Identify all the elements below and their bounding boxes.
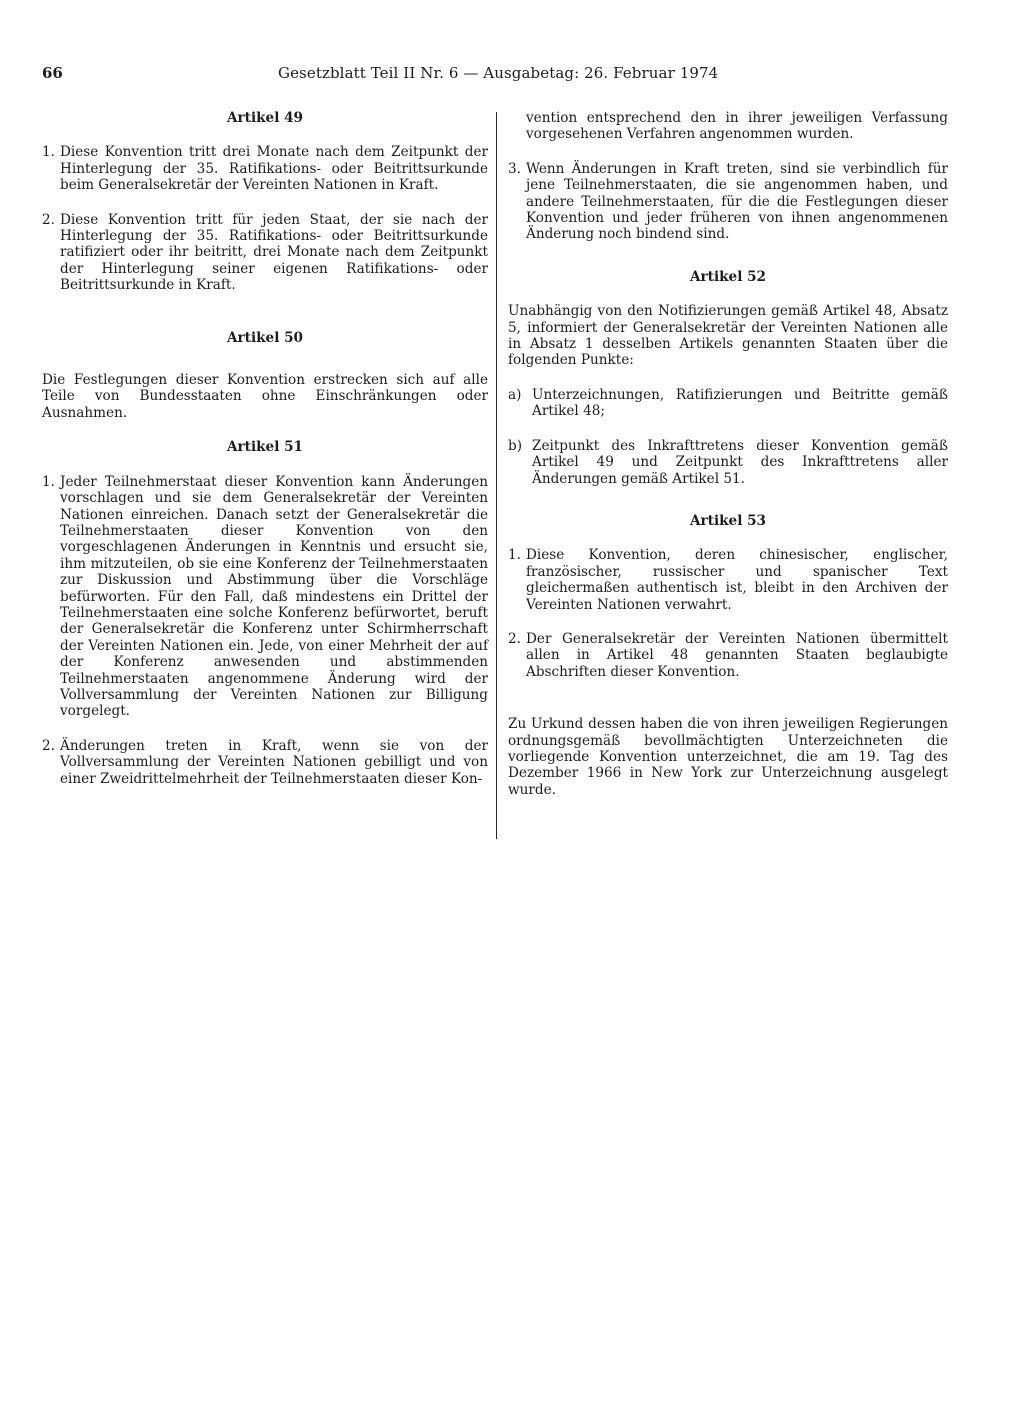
right-column [508,110,948,798]
paragraph-number: 2. [508,630,521,647]
paragraph-text: Änderungen treten in Kraft, wenn sie von der Vollversammlung der Vereinten Nationen gebilligt und von einer Zweidrittelmehrheit der Teilnehmerstaaten dieser Kon- [60,737,488,787]
paragraph-number: 3. [508,160,521,177]
paragraph-text: Diese Konvention, deren chinesischer, englischer, französischer, russischer und spanischer Text gleichermaßen authentisch ist, bleibt in den Archiven der Vereinten Nationen verwahrt. [526,547,948,613]
left-column [42,110,488,787]
article-52-intro: Unabhängig von den Notifizierungen gemäß Artikel 48, Absatz 5, informiert der Generalsekretär der Vereinten Nationen alle in Absatz 1 desselben Artikels genannten Staaten über die folgenden Punkte: [508,303,948,369]
page-number: 66 [42,64,63,82]
paragraph-text: Diese Konvention tritt drei Monate nach dem Zeitpunkt der Hinterlegung der 35. Ratifikations- oder Beitrittsurkunde beim Generalsekretär der Vereinten Nationen in Kraft. [60,144,488,194]
page-header: Gesetzblatt Teil II Nr. 6 — Ausgabetag: 26. Februar 1974 [278,64,719,82]
article-51-paragraph-2-continued [508,110,948,143]
paragraph-number: 1. [508,547,521,564]
article-52-heading: Artikel 52 [689,268,767,285]
article-53-heading: Artikel 53 [689,512,767,529]
article-52-item-b [508,438,948,487]
paragraph-text: vention entsprechend den in ihrer jeweiligen Verfassung vorgesehenen Verfahren angenommen wurden. [526,110,948,143]
paragraph-text: Der Generalsekretär der Vereinten Nationen übermittelt allen in Artikel 48 genannten Staaten beglaubigte Abschriften dieser Konvention. [526,630,948,680]
article-49-heading: Artikel 49 [226,110,304,126]
paragraph-text: Jeder Teilnehmerstaat dieser Konvention kann Änderungen vorschlagen und sie dem Generalsekretär der Vereinten Nationen einreichen. Danach setzt der Generalsekretär die Teilnehmerstaaten dieser Konvention von den vorgeschlagenen Änderungen in Kenntnis und ersucht sie, ihm mitzuteilen, ob sie eine Konferenz der Teilnehmerstaaten zur Diskussion und Abstimmung über die Vorschläge befürworten. Für den Fall, daß mindestens ein Drittel der Teilnehmerstaaten eine solche Konferenz befürwortet, beruft der Generalsekretär die Konferenz unter Schirmherrschaft der Vereinten Nationen ein. Jede, von einer Mehrheit der auf der Konferenz anwesenden und abstimmenden Teilnehmerstaaten angenommene Änderung wird der Vollversammlung der Vereinten Nationen zur Billigung vorgelegt. [60,473,488,720]
paragraph-number: 2. [42,211,55,228]
item-text: Unterzeichnungen, Ratifizierungen und Beitritte gemäß Artikel 48; [532,386,948,420]
column-divider [496,112,497,839]
paragraph-text: Wenn Änderungen in Kraft treten, sind sie verbindlich für jene Teilnehmerstaaten, die sie angenommen haben, und andere Teilnehmerstaaten, für die die Festlegungen dieser Konvention und jeder früheren von ihnen angenommenen Änderung noch bindend sind. [526,160,948,243]
paragraph-number: 1. [42,473,55,490]
article-51-paragraph-3 [508,161,948,243]
article-53-paragraph-1 [508,547,948,613]
article-51-paragraph-1 [42,474,488,720]
article-52-item-a [508,387,948,420]
article-50-paragraph: Die Festlegungen dieser Konvention erstrecken sich auf alle Teile von Bundesstaaten ohne Einschränkungen oder Ausnahmen. [42,372,488,421]
article-49-paragraph-2 [42,212,488,294]
paragraph-text: Diese Konvention tritt für jeden Staat, der sie nach der Hinterlegung der 35. Ratifikations- oder Beitrittsurkunde ratifiziert oder ihr beitritt, drei Monate nach dem Zeitpunkt der Hinterlegung seiner eigenen Ratifikations- oder Beitrittsurkunde in Kraft. [60,211,488,294]
closing-statement: Zu Urkund dessen haben die von ihren jeweiligen Regierungen ordnungsgemäß bevollmächtigten Unterzeichneten die vorliegende Konvention unterzeichnet, die am 19. Tag des Dezember 1966 in New York zur Unterzeichnung ausgelegt wurde. [508,716,948,798]
article-53-paragraph-2 [508,631,948,680]
article-50-heading: Artikel 50 [226,329,304,346]
paragraph-number: 2. [42,737,55,754]
article-49-paragraph-1 [42,144,488,193]
item-letter: a) [508,386,522,403]
article-51-paragraph-2 [42,738,488,787]
item-text: Zeitpunkt des Inkrafttretens dieser Konvention gemäß Artikel 49 und Zeitpunkt des Inkrafttretens aller Änderungen gemäß Artikel 51. [532,437,948,487]
item-letter: b) [508,437,523,454]
paragraph-number: 1. [42,144,55,161]
article-51-heading: Artikel 51 [226,439,304,456]
